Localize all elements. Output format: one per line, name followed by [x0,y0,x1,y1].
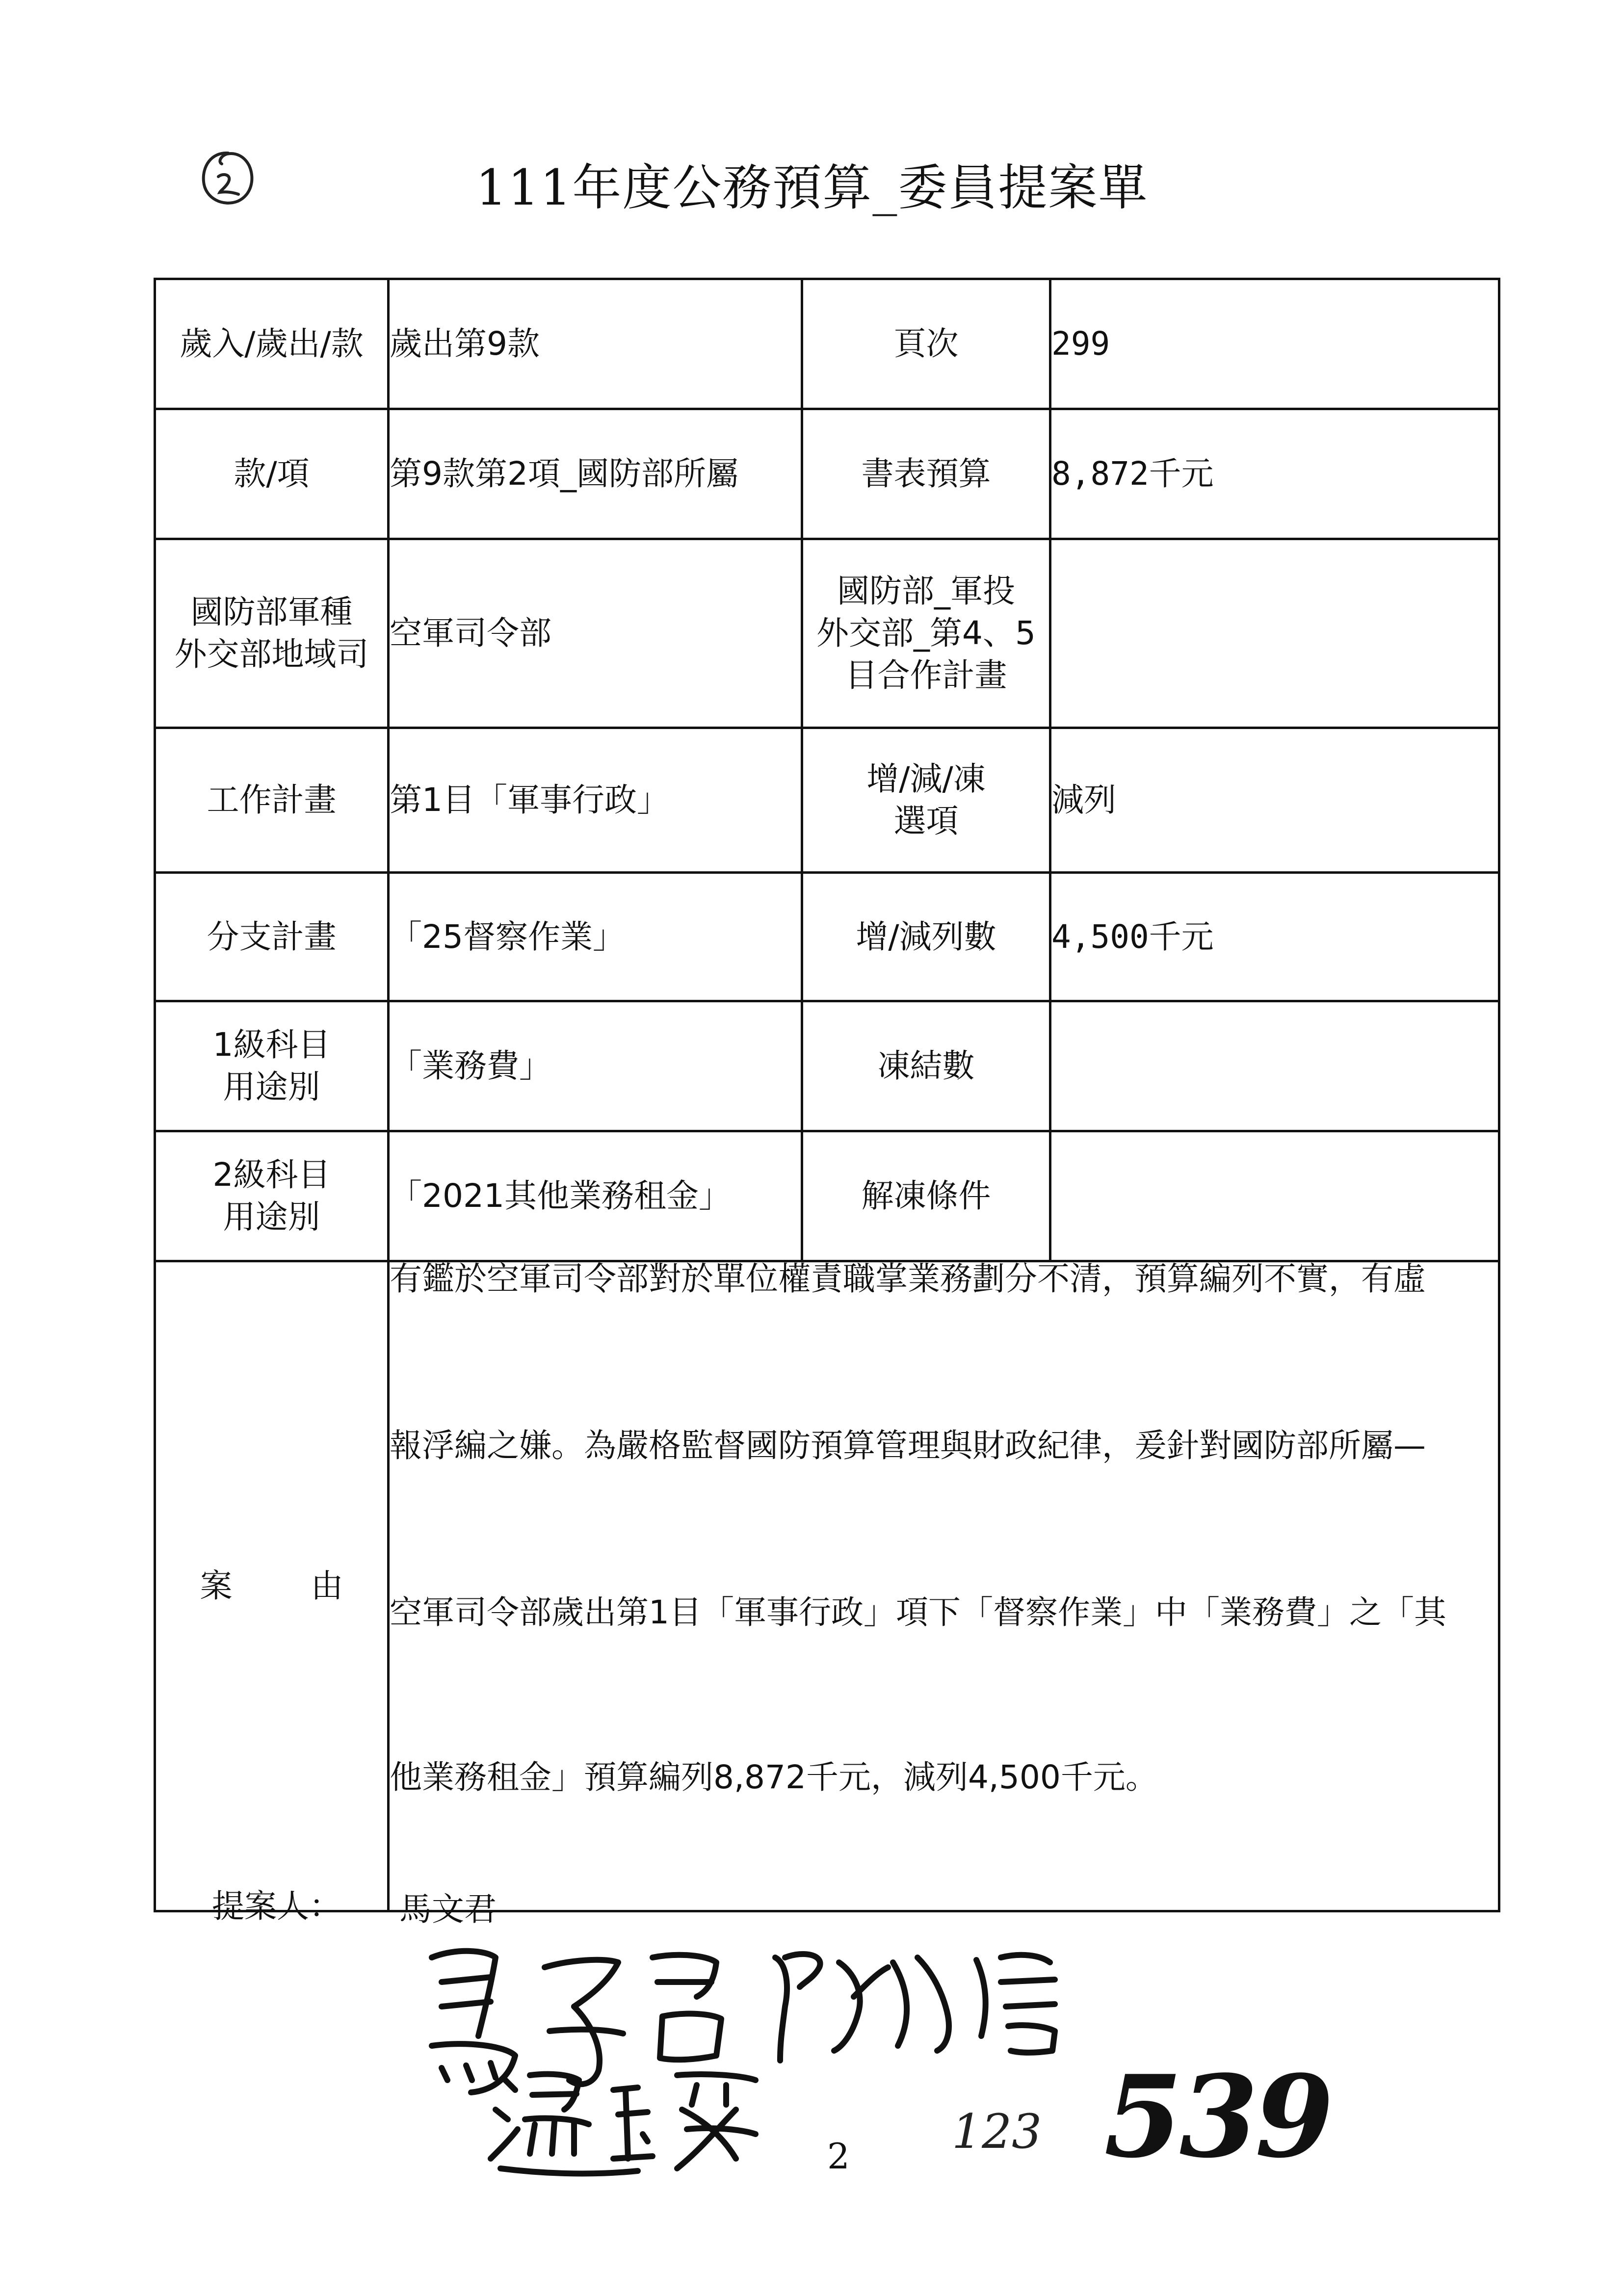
field-value: 歲出第9款 [389,279,802,409]
table-row [155,539,1499,728]
proposer-label: 提案人： [212,1887,341,1925]
table-row [155,279,1499,409]
page-title: 111年度公務預算_委員提案單 [475,159,1149,216]
reason-line: 有鑑於空軍司令部對於單位權責職掌業務劃分不清，預算編列不實，有虛 [390,1260,1426,1298]
field-label-line: 目合作計畫 [845,656,1007,694]
signature-wen-yu-hsia [491,2074,756,2174]
field-value: 「業務費」 [389,1001,802,1131]
field-value: 4,500千元 [1050,873,1499,1001]
reason-line: 報浮編之嫌。為嚴格監督國防預算管理與財政紀律，爰針對國防部所屬— [390,1427,1426,1464]
table-row [155,1001,1499,1131]
field-label-line: 選項 [893,802,959,840]
field-label: 頁次 [802,279,1050,409]
field-label: 歲入/歲出/款 [155,279,389,409]
field-value [1050,1001,1499,1131]
field-value: 299 [1050,279,1499,409]
handwritten-number: 539 [1104,2051,1331,2183]
field-label-line: 2級科目 [212,1156,331,1194]
reason-line: 他業務租金」預算編列8,872千元，減列4,500千元。 [390,1758,1158,1796]
field-label: 書表預算 [802,409,1050,539]
field-label: 解凍條件 [802,1131,1050,1261]
field-value: 「25督察作業」 [389,873,802,1001]
field-label [802,728,1050,873]
proposer-name: 馬文君 [399,1890,497,1928]
table-row [155,409,1499,539]
field-value: 減列 [1050,728,1499,873]
reason-label-char: 案 [200,1567,233,1605]
field-label-line: 1級科目 [212,1026,331,1064]
handwritten-note: 123 [952,2104,1042,2159]
reason-text [389,1261,1499,1911]
field-value [1050,539,1499,728]
field-value: 「2021其他業務租金」 [389,1131,802,1261]
field-label [802,539,1050,728]
field-label: 增/減列數 [802,873,1050,1001]
field-label: 工作計畫 [155,728,389,873]
field-label [155,1131,389,1261]
field-label [155,539,389,728]
field-label-line: 用途別 [223,1198,320,1236]
signature-ma-wen-chun [432,1951,721,2092]
reason-row [155,1261,1499,1911]
field-label [155,1001,389,1131]
field-label-line: 外交部_第4、5 [816,614,1036,652]
field-value: 空軍司令部 [389,539,802,728]
signature-chen-yi-hsin [775,1954,1055,2061]
field-value: 第1目「軍事行政」 [389,728,802,873]
reason-label-char: 由 [311,1567,343,1605]
field-value: 第9款第2項_國防部所屬 [389,409,802,539]
field-label-line: 用途別 [223,1068,320,1106]
reason-label [155,1261,389,1911]
table-row [155,873,1499,1001]
field-value [1050,1131,1499,1261]
table-row [155,1131,1499,1261]
proposal-table [154,278,1500,1912]
field-label: 凍結數 [802,1001,1050,1131]
page-number: 2 [827,2136,850,2177]
field-label-line: 增/減/凍 [866,760,986,798]
field-label-line: 外交部地域司 [174,635,369,673]
reason-line: 空軍司令部歲出第1目「軍事行政」項下「督察作業」中「業務費」之「其 [390,1593,1446,1631]
field-label: 分支計畫 [155,873,389,1001]
field-label-line: 國防部_軍投 [837,572,1015,610]
table-row [155,728,1499,873]
field-label: 款/項 [155,409,389,539]
field-label-line: 國防部軍種 [190,593,353,631]
field-value: 8,872千元 [1050,409,1499,539]
